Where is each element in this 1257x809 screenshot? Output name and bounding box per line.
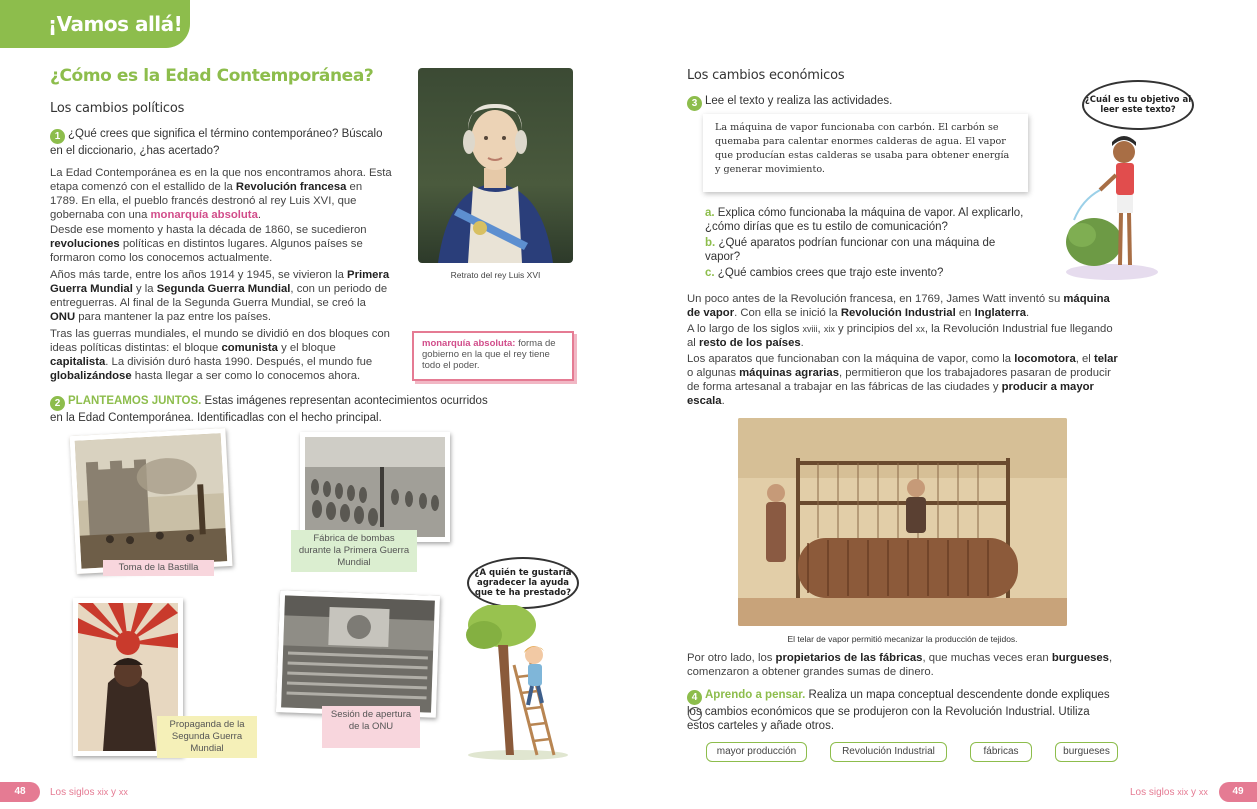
image-onu — [276, 590, 440, 718]
speech-bubble-gratitude: ¿A quién te gustaría agradecer la ayuda que te ha prestado? — [467, 557, 579, 609]
activity-a: a. Explica cómo funcionaba la máquina de vapor. Al explicarlo, ¿cómo dirías que es tu estilo de comunicación? — [705, 207, 1024, 233]
question-text: Realiza un mapa conceptual descendente donde expliques los cambios económicos que se produjeron con la Revolución Industrial. Utiliza estos carteles y añade otros. — [687, 689, 1110, 732]
bastilla-illustration — [75, 433, 227, 568]
question-number: 4 — [687, 690, 702, 705]
girl-ladder-illustration — [462, 605, 574, 760]
caption-fabrica: Fábrica de bombas durante la Primera Guerra Mundial — [291, 530, 417, 572]
portrait-caption: Retrato del rey Luis XVI — [450, 270, 541, 280]
image-bastilla — [69, 428, 232, 574]
activity-label: PLANTEAMOS JUNTOS. — [68, 395, 202, 407]
question-3 — [687, 94, 1017, 111]
fabrica-illustration — [305, 437, 445, 537]
paragraph-watt: Un poco antes de la Revolución francesa, en 1769, James Watt inventó su máquina de vapor. Con ella se inició la Revolución Industrial en Inglaterra. — [687, 293, 1110, 319]
speech-bubble-objective: ¿Cuál es tu objetivo al leer este texto? — [1082, 80, 1194, 130]
question-number: 1 — [50, 129, 65, 144]
paragraph-3: Años más tarde, entre los años 1914 y 1945, se vivieron la Primera Guerra Mundial y la Segunda Guerra Mundial, con un periodo de entreguerras. Al final de la Segunda Guerra Mundial, se creó la ONU para mantener la paz entre los países. — [50, 269, 390, 323]
section-heading-political: Los cambios políticos — [50, 101, 185, 116]
activity-c: c. ¿Qué cambios crees que trajo este invento? — [705, 267, 944, 279]
loom-caption: El telar de vapor permitió mecanizar la producción de tejidos. — [787, 634, 1018, 644]
question-text: ¿Qué crees que significa el término contemporáneo? Búscalo en el diccionario, ¿has acertado? — [50, 128, 383, 157]
question-number: 3 — [687, 96, 702, 111]
paragraph-4: Tras las guerras mundiales, el mundo se dividió en dos bloques con ideas políticas distintas: el bloque comunista y el bloque capitalista. La división duró hasta 1990. Después, el mundo fue globalizándose hasta llegar a ser como lo conocemos ahora. — [50, 328, 390, 382]
paragraph-expansion: A lo largo de los siglos xviii, xix y principios del xx, la Revolución Industrial fue llegando al resto de los países. — [687, 323, 1113, 349]
chip-revolucion-industrial: Revolución Industrial — [830, 742, 947, 762]
paragraph-bourgeois: Por otro lado, los propietarios de las fábricas, que muchas veces eran burgueses, comenzaron a obtener grandes sumas de dinero. — [687, 652, 1113, 678]
footer-text-left: Los siglos xix y xx — [50, 787, 128, 798]
onu-illustration — [281, 595, 435, 712]
question-4 — [687, 688, 1119, 733]
reading-box: La máquina de vapor funcionaba con carbón. El carbón se quemaba para calentar enormes calderas de agua. El vapor que producían estas calderas se usaba para obtener energía y generar movimiento. — [703, 114, 1028, 192]
portrait-luis-xvi — [418, 68, 573, 263]
question-text: Estas imágenes representan acontecimientos ocurridos en la Edad Contemporánea. Identificadlas con el hecho principal. — [50, 395, 488, 424]
section-heading-economic: Los cambios económicos — [687, 68, 845, 83]
chip-mayor-produccion: mayor producción — [706, 742, 807, 762]
image-steam-loom — [738, 418, 1067, 626]
question-number: 2 — [50, 396, 65, 411]
loom-illustration — [738, 418, 1067, 626]
page-number-left: 48 — [0, 782, 40, 802]
caption-bastilla: Toma de la Bastilla — [103, 560, 214, 576]
portrait-illustration — [418, 68, 573, 263]
paragraph-1: La Edad Contemporánea es en la que nos encontramos ahora. Esta etapa comenzó con el estallido de la Revolución francesa en 1789. En ella, el pueblo francés destronó al rey Luis XVI, que gobernaba con una monarquía absoluta. — [50, 167, 392, 221]
footer-text-right: Los siglos xix y xx — [1130, 787, 1208, 798]
glossary-box — [412, 331, 574, 381]
caption-onu: Sesión de apertura de la ONU — [322, 706, 420, 748]
question-text: Lee el texto y realiza las actividades. — [705, 95, 893, 107]
question-2 — [50, 394, 490, 425]
glossary-term-link[interactable]: monarquía absoluta — [150, 209, 258, 221]
caption-propaganda: Propaganda de la Segunda Guerra Mundial — [157, 716, 257, 758]
thinking-icon — [688, 707, 702, 721]
paragraph-machines: Los aparatos que funcionaban con la máquina de vapor, como la locomotora, el telar o algunas máquinas agrarias, permitieron que los trabajadores pasaran de producir de forma artesanal a trabajar en las fábricas de las ciudades y producir a mayor escala. — [687, 353, 1118, 407]
glossary-definition: forma de gobierno en la que el rey tiene todo el poder. — [422, 338, 556, 371]
glossary-term: monarquía absoluta: — [422, 338, 516, 349]
page-number-right: 49 — [1219, 782, 1257, 802]
activity-b: b. ¿Qué aparatos podrían funcionar con una máquina de vapor? — [705, 237, 996, 263]
chip-fabricas: fábricas — [970, 742, 1032, 762]
chip-burgueses: burgueses — [1055, 742, 1118, 762]
activity-label: Aprendo a pensar. — [705, 689, 806, 701]
section-tab — [0, 0, 190, 48]
image-fabrica-bombas — [300, 432, 450, 542]
paragraph-2: Desde ese momento y hasta la década de 1860, se sucedieron revoluciones políticas en distintos lugares. Algunos países se formaron como los conocemos actualmente. — [50, 224, 367, 264]
question-1 — [50, 127, 395, 158]
section-tab-title: ¡Vamos allá! — [48, 12, 183, 36]
boy-watering-illustration — [1062, 130, 1162, 280]
page-title: ¿Cómo es la Edad Contemporánea? — [50, 66, 374, 86]
